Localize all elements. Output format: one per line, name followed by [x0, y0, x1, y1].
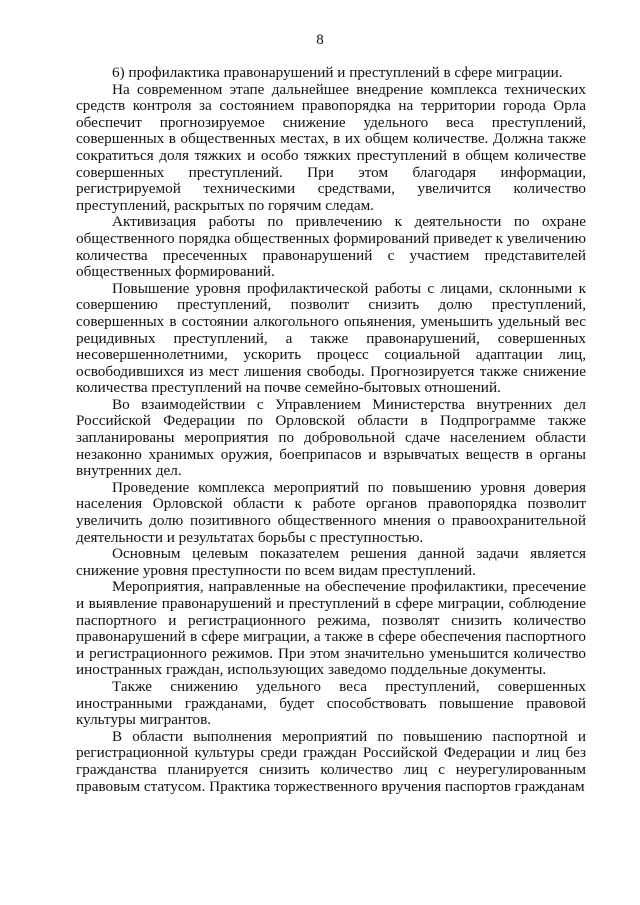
- paragraph-technical-means: На современном этапе дальнейшее внедрение комплекса технических средств контроля за состоянием правопорядка на территории города Орла обеспечит прогнозируемое снижение удельного веса преступлений, совершенных в общественных местах, в их общем количестве. Должна также сократиться доля тяжких и особо тяжких преступлений в общем количестве совершенных преступлений. При этом благодаря информации, регистрируемой техническими средствами, увеличится количество преступлений, раскрытых по горячим следам.: [76, 80, 586, 214]
- paragraph-target-indicator: Основным целевым показателем решения данной задачи является снижение уровня преступности по всем видам преступлений.: [76, 545, 586, 579]
- body-text: [76, 65, 586, 795]
- paragraph-public-formations: Активизация работы по привлечению к деятельности по охране общественного порядка общественных формирований приведет к увеличению количества пресеченных правонарушений с участием представителей общественных формирований.: [76, 213, 586, 281]
- paragraph-weapons-surrender: Во взаимодействии с Управлением Министерства внутренних дел Российской Федерации по Орловской области в Подпрограмме также запланированы мероприятия по добровольной сдаче населением области незаконно хранимых оружия, боеприпасов и взрывчатых веществ в органы внутренних дел.: [76, 395, 586, 480]
- paragraph-prevention-item: 6) профилактика правонарушений и преступлений в сфере миграции.: [112, 64, 563, 81]
- paragraph-passport-culture: В области выполнения мероприятий по повышению паспортной и регистрационной культуры среди граждан Российской Федерации и лиц без гражданства планируется снизить количество лиц с неурегулированным правовым статусом. Практика торжественного вручения паспортов гражданам: [76, 727, 586, 795]
- paragraph-migration-measures: Мероприятия, направленные на обеспечение профилактики, пресечение и выявление правонарушений и преступлений в сфере миграции, соблюдение паспортного и регистрационного режима, позволят снизить количество правонарушений в сфере миграции, а также в сфере обеспечения паспортного и регистрационного режимов. При этом значительно уменьшится количество иностранных граждан, использующих заведомо поддельные документы.: [76, 578, 586, 679]
- paragraph-public-trust: Проведение комплекса мероприятий по повышению уровня доверия населения Орловской области к работе органов правопорядка позволит увеличить долю позитивного общественного мнения о правоохранительной деятельности и результатах борьбы с преступностью.: [76, 478, 586, 546]
- paragraph-foreigners-crimes: Также снижению удельного веса преступлений, совершенных иностранными гражданами, будет способствовать повышение правовой культуры мигрантов.: [76, 677, 586, 729]
- paragraph-prevention-work: Повышение уровня профилактической работы с лицами, склонными к совершению преступлений, позволит снизить долю преступлений, совершенных в состоянии алкогольного опьянения, уменьшить удельный вес рецидивных преступлений, а также правонарушений, совершенных несовершеннолетними, ускорить процесс социальной адаптации лиц, освободившихся из мест лишения свободы. Прогнозируется также снижение количества преступлений на почве семейно-бытовых отношений.: [76, 279, 586, 397]
- page-number: 8: [316, 32, 324, 48]
